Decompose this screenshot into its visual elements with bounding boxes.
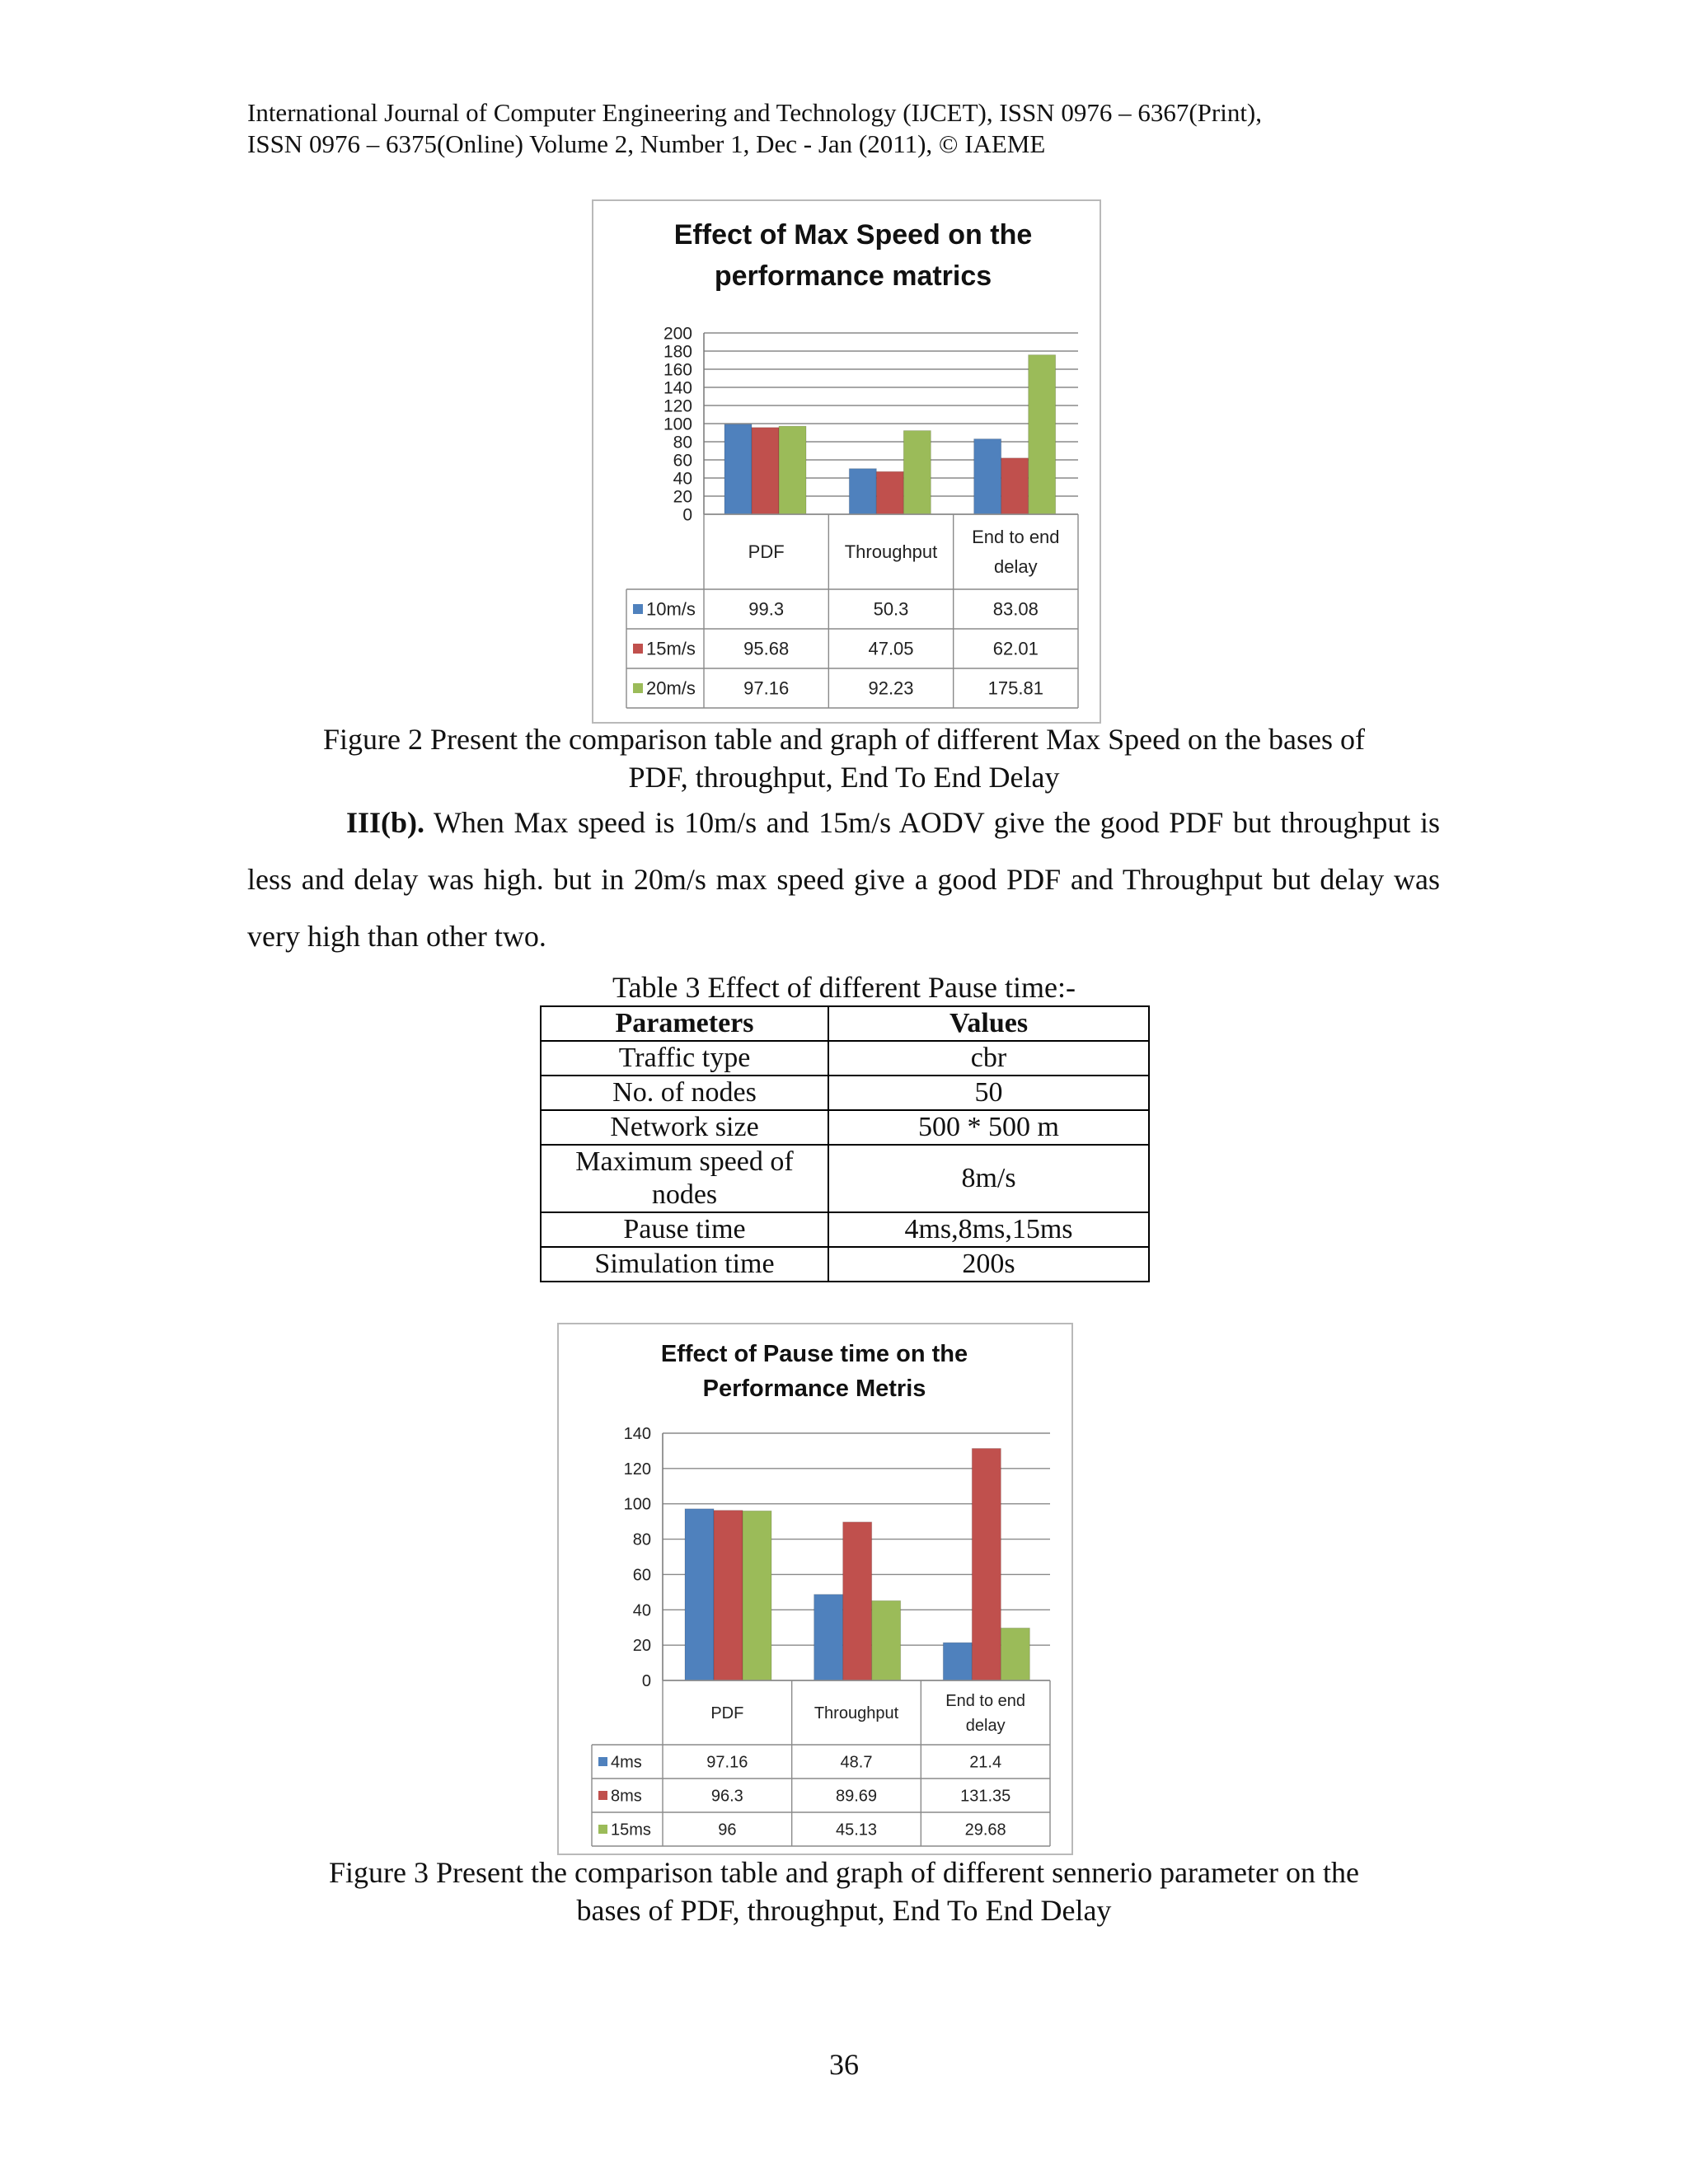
param-value: 500 * 500 m <box>828 1110 1149 1145</box>
data-value: 99.3 <box>748 598 785 620</box>
param-name: Traffic type <box>541 1041 828 1076</box>
y-tick-label: 80 <box>673 433 692 452</box>
header-line-2: ISSN 0976 – 6375(Online) Volume 2, Number 1, Dec - Jan (2011), © IAEME <box>247 129 1046 158</box>
y-tick-label: 100 <box>623 1495 651 1514</box>
bar-15m/s-PDF <box>752 428 779 514</box>
bar-15m/s-Throughput <box>876 471 903 514</box>
legend-key-15m/s <box>633 644 643 654</box>
data-value: 62.01 <box>992 638 1039 659</box>
param-name: No. of nodes <box>541 1076 828 1110</box>
data-value: 21.4 <box>969 1753 1002 1772</box>
param-name: Network size <box>541 1110 828 1145</box>
legend-key-15ms <box>598 1825 607 1834</box>
y-tick-label: 200 <box>663 324 692 344</box>
legend-label: 4ms <box>611 1753 642 1772</box>
category-label: delay <box>994 556 1038 578</box>
bar-8ms-Throughput <box>843 1522 872 1680</box>
legend-label: 15ms <box>611 1821 651 1840</box>
legend-key-8ms <box>598 1791 607 1800</box>
bar-15ms-PDF <box>743 1511 771 1680</box>
legend-label: 8ms <box>611 1787 642 1806</box>
param-value: 8m/s <box>828 1145 1149 1212</box>
legend-key-20m/s <box>633 683 643 693</box>
chart-pause-time <box>559 1324 1071 1854</box>
parameters-table <box>540 1005 1150 1282</box>
y-tick-label: 180 <box>663 342 692 362</box>
param-value: cbr <box>828 1041 1149 1076</box>
y-tick-label: 20 <box>632 1637 651 1656</box>
chart-title: performance matrics <box>714 260 992 292</box>
y-tick-label: 60 <box>673 451 692 471</box>
data-value: 92.23 <box>868 677 914 699</box>
bar-20m/s-End to end delay <box>1029 355 1056 514</box>
category-label: Throughput <box>844 541 938 563</box>
table-row <box>541 1212 1149 1247</box>
y-tick-label: 140 <box>623 1425 651 1443</box>
table-row <box>541 1076 1149 1110</box>
bar-4ms-PDF <box>685 1509 714 1680</box>
figure-3-chart <box>557 1323 1073 1855</box>
param-name: Maximum speed of nodes <box>541 1145 828 1212</box>
y-tick-label: 140 <box>663 378 692 398</box>
bar-4ms-Throughput <box>814 1595 843 1680</box>
chart-title: Effect of Max Speed on the <box>673 219 1033 251</box>
y-tick-label: 120 <box>623 1460 651 1479</box>
category-label: Throughput <box>814 1704 899 1722</box>
table-row <box>541 1041 1149 1076</box>
data-value: 131.35 <box>960 1787 1011 1806</box>
legend-label: 10m/s <box>646 598 696 620</box>
figure-2-chart <box>592 199 1101 724</box>
category-label: End to end <box>972 527 1060 548</box>
data-value: 48.7 <box>840 1753 873 1772</box>
chart-title: Effect of Pause time on the <box>660 1341 968 1367</box>
table-row <box>541 1145 1149 1212</box>
category-label: delay <box>965 1717 1006 1735</box>
y-tick-label: 100 <box>663 415 692 434</box>
data-value: 97.16 <box>706 1753 748 1772</box>
category-label: End to end <box>945 1692 1026 1710</box>
data-value: 89.69 <box>835 1787 878 1806</box>
data-value: 96.3 <box>710 1787 743 1806</box>
y-tick-label: 40 <box>673 469 692 489</box>
bar-10m/s-End to end delay <box>974 439 1001 514</box>
data-value: 45.13 <box>835 1821 878 1840</box>
bar-10m/s-Throughput <box>849 469 876 514</box>
param-name: Simulation time <box>541 1247 828 1282</box>
paragraph-text: When Max speed is 10m/s and 15m/s AODV give the good PDF but throughput is less and delay was high. but in 20m/s max speed give a good PDF and Throughput but delay was very high than other two. <box>247 806 1440 953</box>
y-tick-label: 0 <box>682 505 692 525</box>
data-value: 47.05 <box>868 638 914 659</box>
bar-20m/s-PDF <box>779 426 806 514</box>
chart-max-speed <box>593 201 1100 722</box>
header-values: Values <box>828 1006 1149 1041</box>
y-tick-label: 0 <box>641 1672 651 1690</box>
y-tick-label: 80 <box>632 1530 651 1549</box>
figure-2-caption <box>239 720 1449 796</box>
bar-15ms-End to end delay <box>1001 1628 1029 1680</box>
header-parameters: Parameters <box>541 1006 828 1041</box>
caption-3-line-2: bases of PDF, throughput, End To End Delay <box>576 1894 1112 1927</box>
figure-3-caption <box>239 1854 1449 1929</box>
bar-4ms-End to end delay <box>943 1643 972 1680</box>
table-row <box>541 1247 1149 1282</box>
data-value: 175.81 <box>987 677 1043 699</box>
legend-label: 20m/s <box>646 677 696 699</box>
param-value: 200s <box>828 1247 1149 1282</box>
bar-15ms-Throughput <box>872 1601 901 1680</box>
caption-2-line-1: Figure 2 Present the comparison table and graph of different Max Speed on the bases of <box>323 723 1365 756</box>
bar-8ms-PDF <box>714 1511 743 1680</box>
data-value: 97.16 <box>743 677 790 699</box>
y-tick-label: 120 <box>663 396 692 416</box>
bar-10m/s-PDF <box>724 424 752 514</box>
bar-8ms-End to end delay <box>972 1449 1001 1680</box>
paragraph-label: III(b). <box>346 806 425 839</box>
data-value: 83.08 <box>992 598 1039 620</box>
param-value: 50 <box>828 1076 1149 1110</box>
legend-key-4ms <box>598 1757 607 1766</box>
journal-header <box>247 97 1262 160</box>
param-name: Pause time <box>541 1212 828 1247</box>
bar-20m/s-Throughput <box>903 431 931 514</box>
bar-15m/s-End to end delay <box>1001 458 1029 514</box>
paragraph-iii-b <box>247 794 1440 965</box>
y-tick-label: 60 <box>632 1566 651 1585</box>
caption-3-line-1: Figure 3 Present the comparison table and graph of different sennerio parameter on the <box>329 1856 1359 1889</box>
category-label: PDF <box>748 541 785 563</box>
page-number: 36 <box>829 2048 859 2081</box>
legend-label: 15m/s <box>646 638 696 659</box>
header-line-1: International Journal of Computer Engineering and Technology (IJCET), ISSN 0976 – 6367(Print), <box>247 98 1263 127</box>
data-value: 50.3 <box>873 598 909 620</box>
category-label: PDF <box>710 1704 744 1722</box>
chart-title: Performance Metris <box>702 1376 926 1402</box>
param-value: 4ms,8ms,15ms <box>828 1212 1149 1247</box>
data-value: 29.68 <box>964 1821 1006 1840</box>
y-tick-label: 20 <box>673 487 692 507</box>
data-value: 96 <box>718 1821 737 1840</box>
legend-key-10m/s <box>633 604 643 614</box>
caption-2-line-2: PDF, throughput, End To End Delay <box>628 761 1060 794</box>
table-3-title: Table 3 Effect of different Pause time:- <box>612 971 1076 1004</box>
y-tick-label: 40 <box>632 1601 651 1620</box>
data-value: 95.68 <box>743 638 790 659</box>
y-tick-label: 160 <box>663 360 692 380</box>
table-header-row <box>541 1006 1149 1041</box>
table-row <box>541 1110 1149 1145</box>
